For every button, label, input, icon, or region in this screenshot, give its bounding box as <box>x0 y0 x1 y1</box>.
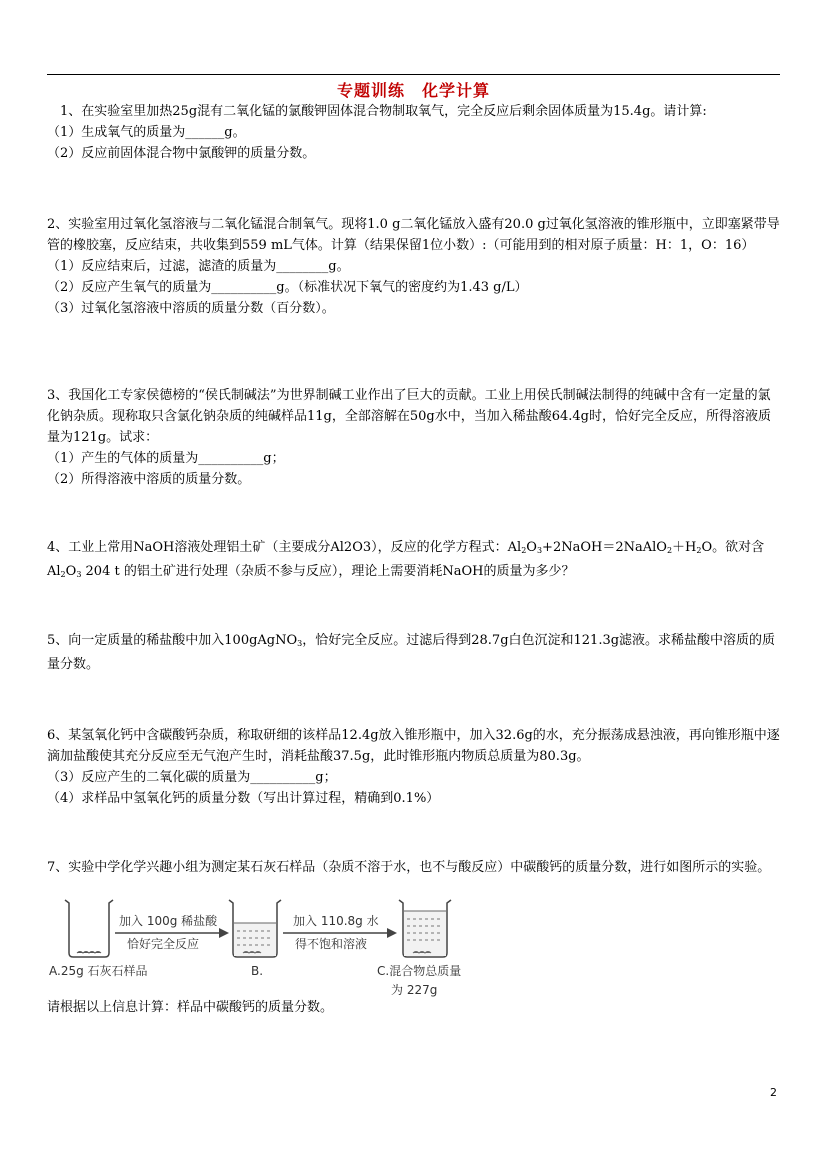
beaker-b <box>229 900 281 957</box>
q7-stem: 7、实验中学化学兴趣小组为测定某石灰石样品（杂质不溶于水，也不与酸反应）中碳酸钙的质量分数，进行如图所示的实验。 <box>47 860 771 875</box>
arrow-1-label-top: 加入 100g 稀盐酸 <box>119 914 218 928</box>
beaker-c <box>399 900 451 957</box>
question-2 <box>47 214 780 319</box>
experiment-figure <box>47 895 487 1005</box>
beaker-a-label: A.25g 石灰石样品 <box>49 964 148 978</box>
q2-part-1: （1）反应结束后，过滤，滤渣的质量为________g。 <box>47 259 350 274</box>
q2-part-3: （3）过氧化氢溶液中溶质的质量分数（百分数）。 <box>47 301 335 316</box>
page-number: 2 <box>770 1086 777 1099</box>
beaker-c-label-line2: 为 227g <box>391 983 438 997</box>
arrow-2-label-top: 加入 110.8g 水 <box>293 914 379 928</box>
question-1 <box>47 101 780 164</box>
q6-part-3: （3）反应产生的二氧化碳的质量为__________g； <box>47 770 337 785</box>
q5-stem: 5、向一定质量的稀盐酸中加入100gAgNO$_3$，恰好完全反应。过滤后得到28.7g白色沉淀和121.3g滤液。求稀盐酸中溶质的质量分数。 <box>47 633 776 672</box>
q7-ask: 请根据以上信息计算：样品中碳酸钙的质量分数。 <box>47 1000 334 1015</box>
header-rule <box>47 74 780 75</box>
q2-part-2: （2）反应产生氧气的质量为__________g。（标准状况下氧气的密度约为1.43 g/L） <box>47 280 528 295</box>
q3-part-2: （2）所得溶液中溶质的质量分数。 <box>47 472 251 487</box>
question-4 <box>47 537 780 585</box>
beaker-b-label: B. <box>251 964 264 978</box>
q2-stem: 2、实验室用过氧化氢溶液与二氧化锰混合制氧气。现将1.0 g二氧化锰放入盛有20.0 g过氧化氢溶液的锥形瓶中，立即塞紧带导管的橡胶塞，反应结束，共收集到559 mL气体。计算（结果保留1位小数）:（可能用到的相对原子质量：H：1，O：16） <box>47 217 780 253</box>
arrow-2-label-bottom: 得不饱和溶液 <box>295 937 368 951</box>
question-7 <box>47 857 780 878</box>
q3-part-1: （1）产生的气体的质量为__________g； <box>47 451 285 466</box>
beaker-a <box>65 900 113 957</box>
q4-stem: 4、工业上常用NaOH溶液处理铝土矿（主要成分Al2O3），反应的化学方程式：$Al_2O_3+2NaOH=2NaAlO_2+H_2O$。欲对含$Al_2O_3$ 204 t 的铝土矿进行处理（杂质不参与反应），理论上需要消耗NaOH的质量为多少？ <box>47 540 765 579</box>
beaker-c-label-line1: C.混合物总质量 <box>377 964 462 978</box>
question-5 <box>47 630 780 675</box>
q1-part-1: （1）生成氧气的质量为______g。 <box>47 125 246 140</box>
q3-stem: 3、我国化工专家侯德榜的“侯氏制碱法”为世界制碱工业作出了巨大的贡献。工业上用侯氏制碱法制得的纯碱中含有一定量的氯化钠杂质。现称取只含氯化钠杂质的纯碱样品11g，全部溶解在50g水中，当加入稀盐酸64.4g时，恰好完全反应，所得溶液质量为121g。试求： <box>47 388 771 445</box>
q6-part-4: （4）求样品中氢氧化钙的质量分数（写出计算过程，精确到0.1%） <box>47 791 440 806</box>
question-7-ask <box>47 997 780 1018</box>
q6-stem: 6、某氢氧化钙中含碳酸钙杂质，称取研细的该样品12.4g放入锥形瓶中，加入32.6g的水，充分振荡成悬浊液，再向锥形瓶中逐滴加盐酸使其充分反应至无气泡产生时，消耗盐酸37.5g，此时锥形瓶内物质总质量为80.3g。 <box>47 728 780 764</box>
question-3 <box>47 385 780 490</box>
arrow-1-label-bottom: 恰好完全反应 <box>127 937 200 951</box>
question-6 <box>47 725 780 809</box>
page-title: 专题训练 化学计算 <box>336 81 490 100</box>
q1-part-2: （2）反应前固体混合物中氯酸钾的质量分数。 <box>47 146 316 161</box>
q1-stem: 1、在实验室里加热25g混有二氧化锰的氯酸钾固体混合物制取氧气，完全反应后剩余固体质量为15.4g。请计算: <box>60 104 707 119</box>
